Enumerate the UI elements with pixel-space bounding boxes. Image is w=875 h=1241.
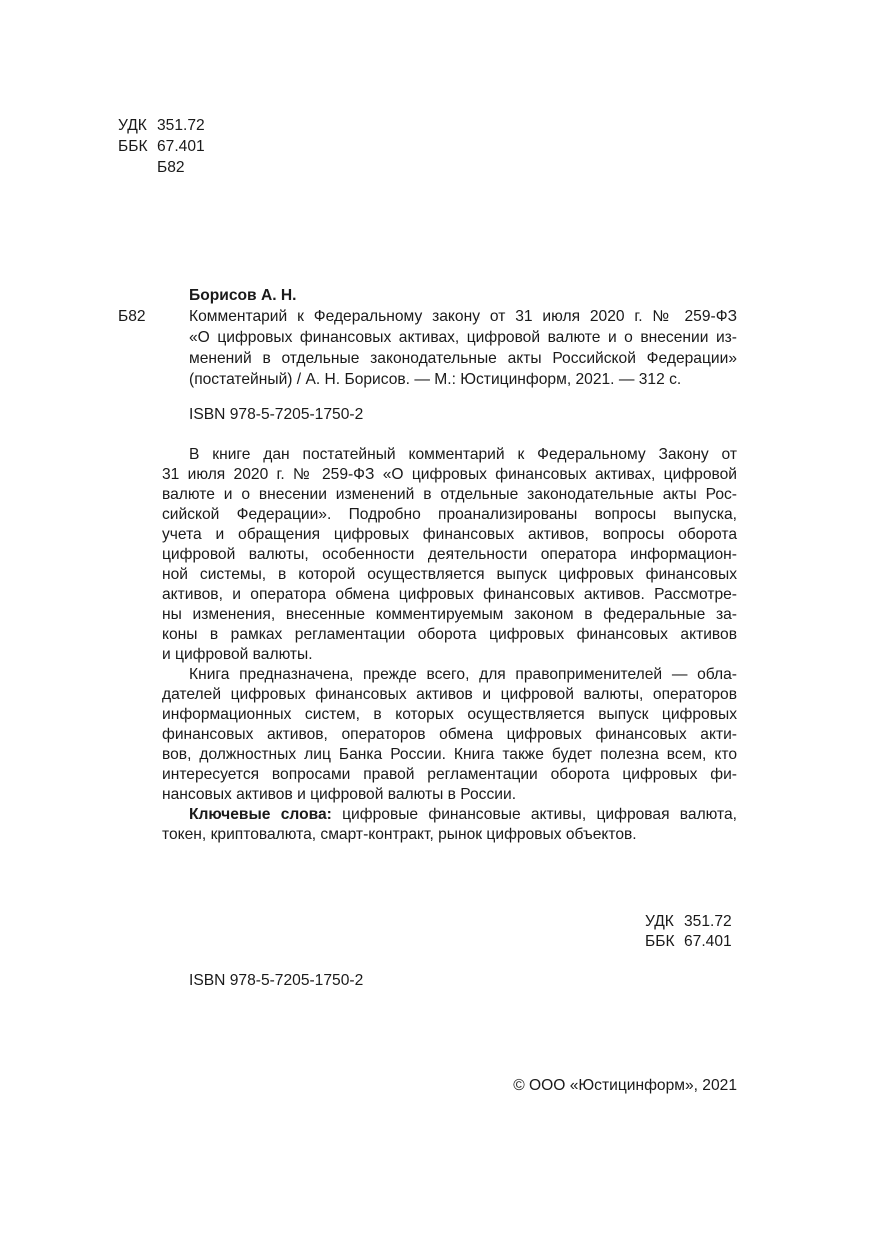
bbk-label: ББК xyxy=(645,933,675,950)
classification-codes-bottom xyxy=(645,912,732,952)
bibliography-line: «О цифровых финансовых активах, цифровой валюте и о внесении из- xyxy=(189,329,737,346)
udk-label: УДК xyxy=(645,913,674,930)
classification-codes xyxy=(118,116,205,179)
bibliography-line: (постатейный) / А. Н. Борисов. — М.: Юстицинформ, 2021. — 312 с. xyxy=(189,371,682,388)
catalog-mark: Б82 xyxy=(118,308,146,325)
annotation-line: В книге дан постатейный комментарий к Федеральному Закону от xyxy=(189,446,737,463)
keywords-label: Ключевые слова: xyxy=(189,806,332,823)
author-name: Борисов А. Н. xyxy=(189,287,297,304)
bbk-code xyxy=(118,137,205,158)
author-mark-value: Б82 xyxy=(157,159,185,176)
udk-code xyxy=(118,116,205,137)
udk-code xyxy=(645,912,732,932)
annotation-line: цифровой валюты, особенности деятельности оператора информацион- xyxy=(162,546,737,563)
bbk-value: 67.401 xyxy=(684,933,732,950)
annotation-line: нансовых активов и цифровой валюты в России. xyxy=(162,786,517,803)
annotation-line: коны в рамках регламентации оборота цифровых финансовых активов xyxy=(162,626,737,643)
annotation-line: сийской Федерации». Подробно проанализированы вопросы выпуска, xyxy=(162,506,737,523)
annotation-line: информационных систем, в которых осуществляется выпуск цифровых xyxy=(162,706,737,723)
annotation-line: активов, и оператора обмена цифровых финансовых активов. Рассмотре- xyxy=(162,586,737,603)
bbk-label: ББК xyxy=(118,138,148,155)
annotation-line: ны изменения, внесенные комментируемым законом в федеральные за- xyxy=(162,606,737,623)
bibliography-line: менений в отдельные законодательные акты Российской Федерации» xyxy=(189,350,737,367)
keywords-line xyxy=(162,805,737,825)
annotation-line: валюте и о внесении изменений в отдельные законодательные акты Рос- xyxy=(162,486,737,503)
bbk-code xyxy=(645,932,732,952)
annotation-line: учета и обращения цифровых финансовых активов, вопросы оборота xyxy=(162,526,737,543)
annotation-line: 31 июля 2020 г. № 259-ФЗ «О цифровых финансовых активах, цифровой xyxy=(162,466,737,483)
udk-label: УДК xyxy=(118,117,147,134)
bibliographic-record xyxy=(118,286,737,391)
keywords-line: токен, криптовалюта, смарт-контракт, рынок цифровых объектов. xyxy=(162,826,637,843)
udk-value: 351.72 xyxy=(157,117,205,134)
annotation xyxy=(162,445,737,845)
keywords-text: цифровые финансовые активы, цифровая валюта, xyxy=(331,806,737,823)
author-mark xyxy=(118,158,205,179)
bibliography-line: Б82 Комментарий к Федеральному закону от 31 июля 2020 г. № 259-ФЗ xyxy=(118,308,737,325)
annotation-line: вов, должностных лиц Банка России. Книга также будет полезна всем, кто xyxy=(162,746,737,763)
annotation-line: Книга предназначена, прежде всего, для правоприменителей — обла- xyxy=(189,666,737,683)
udk-value: 351.72 xyxy=(684,913,732,930)
annotation-line: финансовых активов, операторов обмена цифровых финансовых акти- xyxy=(162,726,737,743)
copyright-notice: © ООО «Юстицинформ», 2021 xyxy=(513,1077,737,1094)
annotation-line: ной системы, в которой осуществляется выпуск цифровых финансовых xyxy=(162,566,737,583)
annotation-line: и цифровой валюты. xyxy=(162,646,313,663)
isbn-bottom: ISBN 978-5-7205-1750-2 xyxy=(189,972,364,989)
isbn: ISBN 978-5-7205-1750-2 xyxy=(189,406,364,423)
annotation-line: интересуется вопросами правой регламентации оборота цифровых фи- xyxy=(162,766,737,783)
annotation-line: дателей цифровых финансовых активов и цифровой валюты, операторов xyxy=(162,686,737,703)
bbk-value: 67.401 xyxy=(157,138,205,155)
